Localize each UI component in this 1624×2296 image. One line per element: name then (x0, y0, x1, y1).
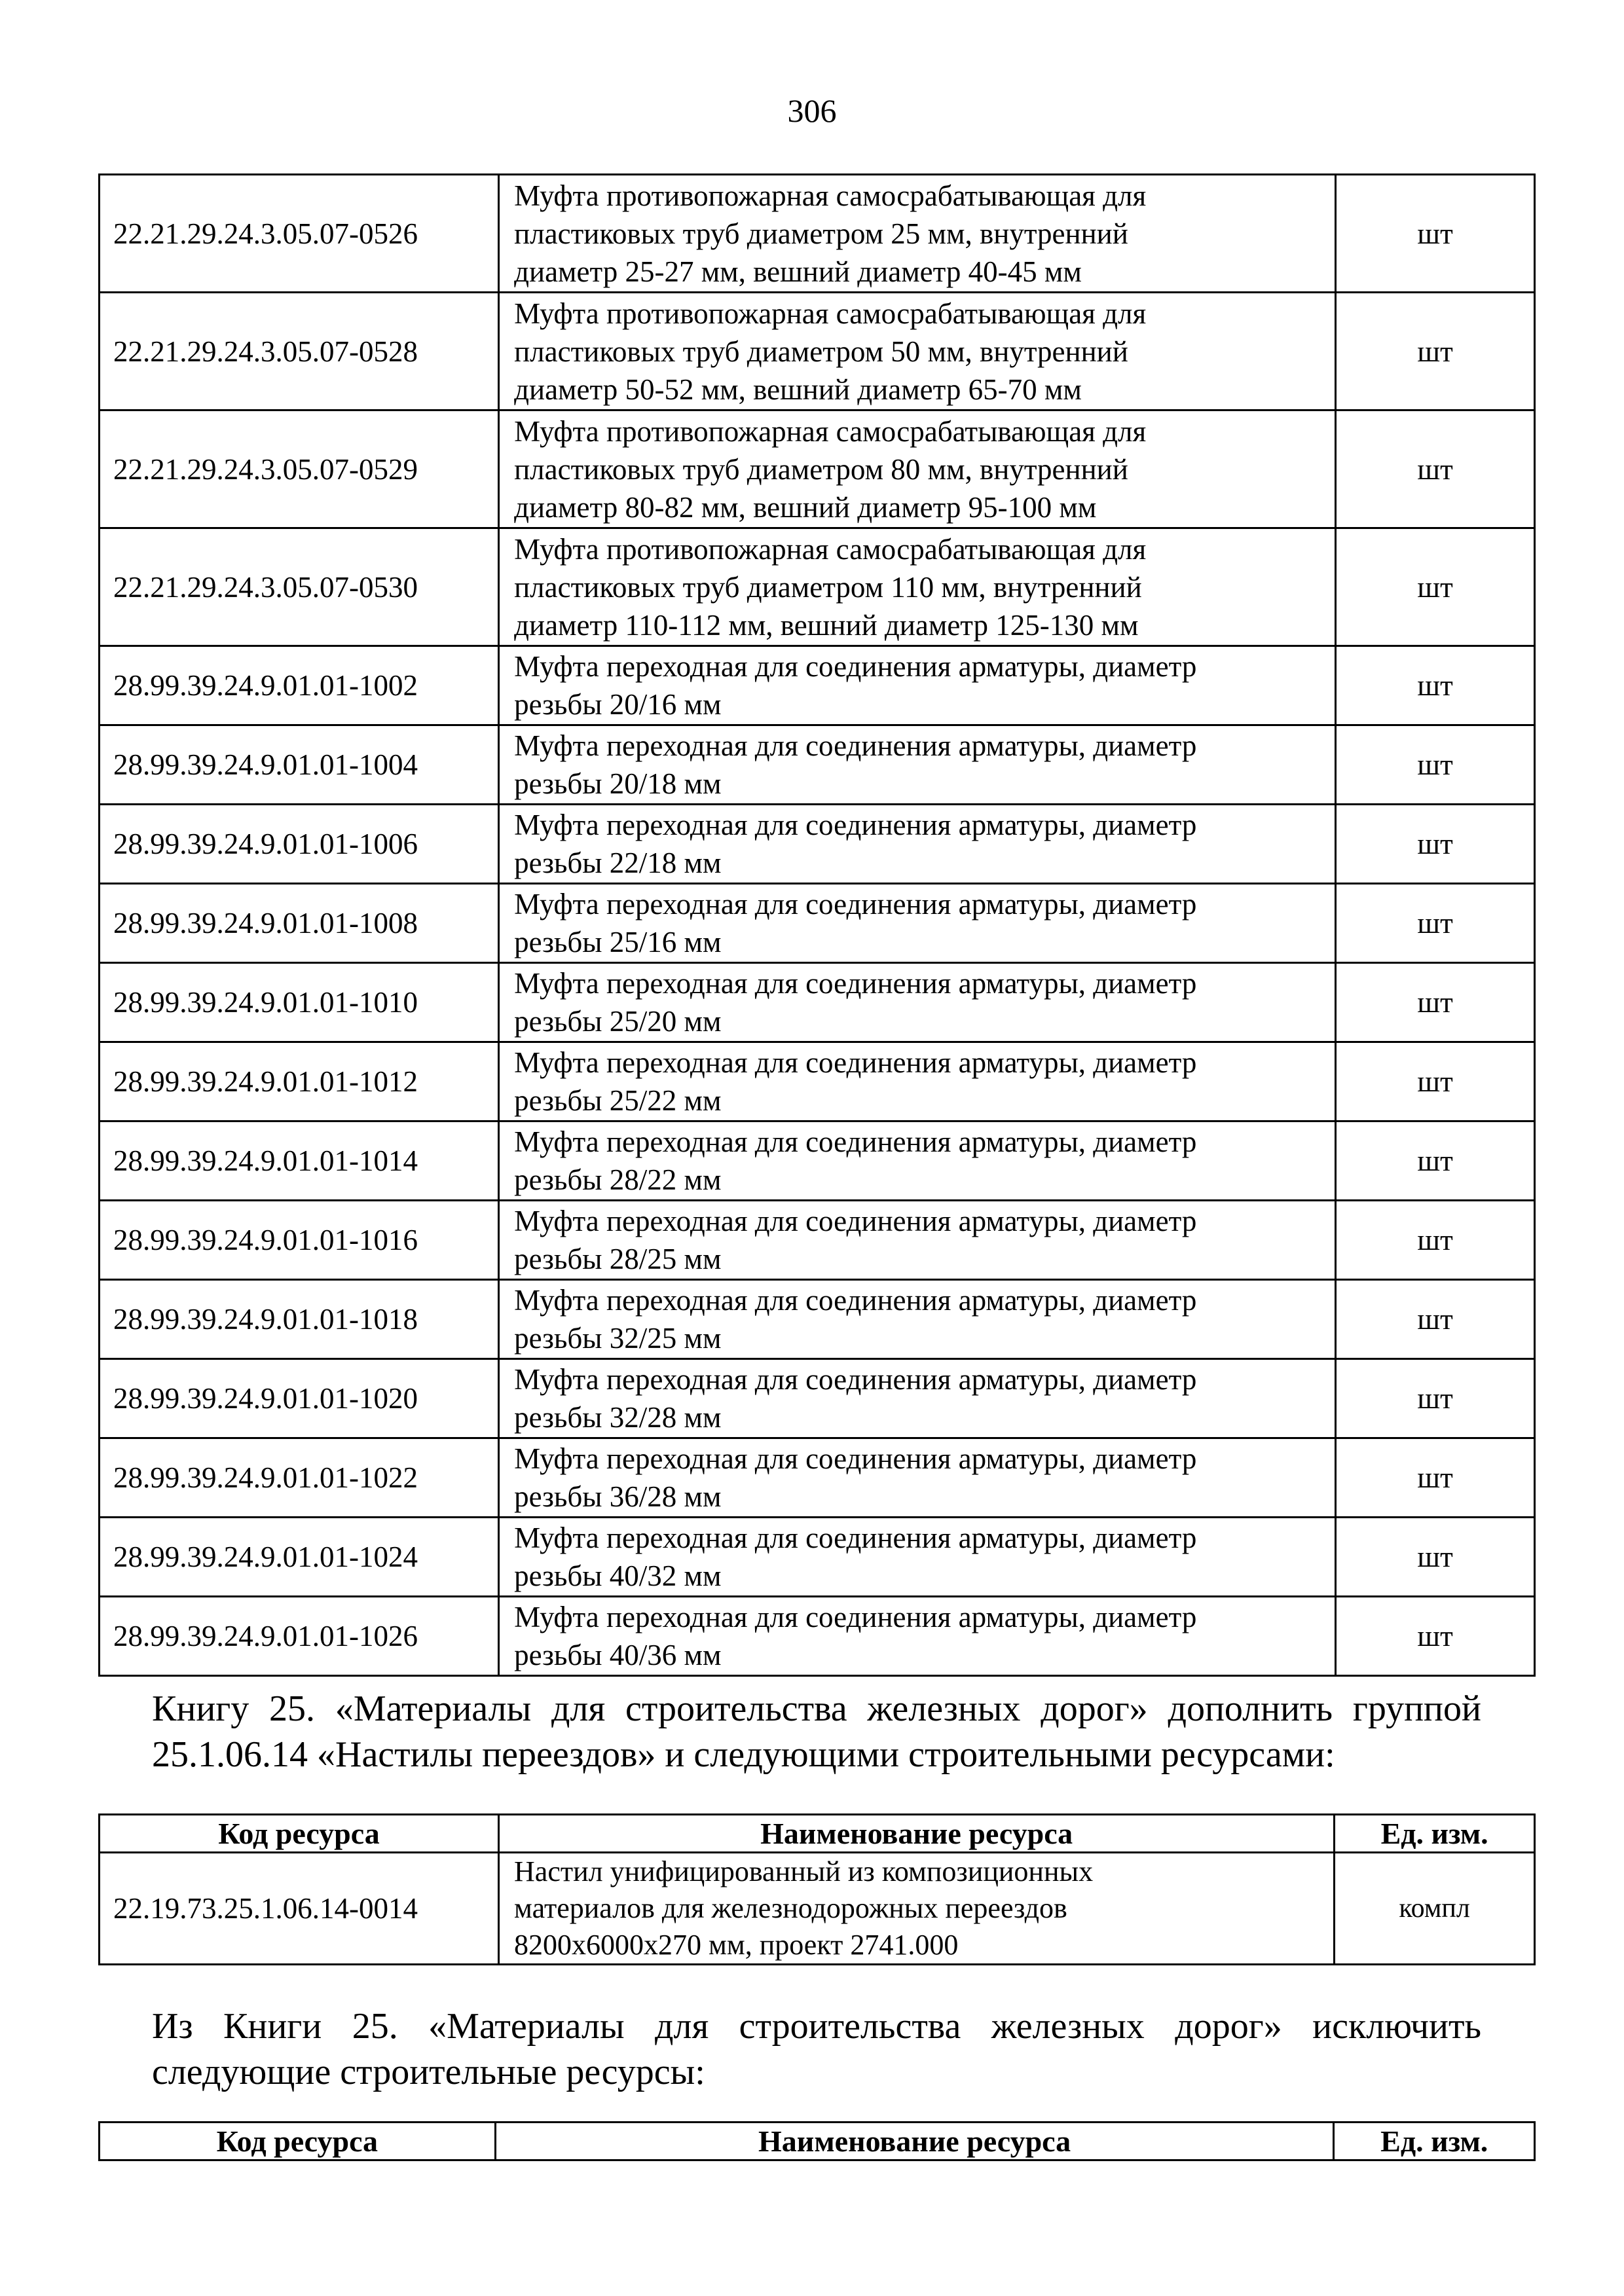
name-line: резьбы 28/22 мм (514, 1163, 722, 1196)
name-line: пластиковых труб диаметром 25 мм, внутренний (514, 217, 1128, 250)
header-code: Код ресурса (100, 2123, 496, 2160)
table-row (100, 1359, 1535, 1438)
resource-unit: шт (1336, 1438, 1535, 1518)
table-row (100, 1042, 1535, 1121)
resource-unit: шт (1336, 1359, 1535, 1438)
table-row (100, 646, 1535, 725)
resource-unit: шт (1336, 646, 1535, 725)
table-row (100, 725, 1535, 805)
header-name: Наименование ресурса (499, 1815, 1335, 1853)
paragraph-exclude: Из Книги 25. «Материалы для строительства железных дорог» исключить следующие строительные ресурсы: (152, 2006, 1481, 2092)
resource-unit: шт (1336, 293, 1535, 410)
resource-unit: шт (1336, 410, 1535, 528)
table-row (100, 963, 1535, 1042)
name-line: Муфта переходная для соединения арматуры, диаметр (514, 809, 1197, 841)
name-line: резьбы 40/36 мм (514, 1639, 722, 1671)
name-line: пластиковых труб диаметром 80 мм, внутренний (514, 452, 1128, 486)
name-line: Муфта переходная для соединения арматуры, диаметр (514, 1205, 1197, 1237)
name-line: диаметр 50-52 мм, вешний диаметр 65-70 мм (514, 373, 1082, 406)
name-line: Муфта переходная для соединения арматуры, диаметр (514, 1363, 1197, 1396)
name-line: резьбы 32/25 мм (514, 1322, 722, 1355)
name-line: Муфта противопожарная самосрабатывающая для (514, 414, 1147, 448)
resource-unit: шт (1336, 1597, 1535, 1676)
header-unit: Ед. изм. (1334, 2123, 1535, 2160)
table-row (100, 175, 1535, 293)
name-line: пластиковых труб диаметром 50 мм, внутренний (514, 335, 1128, 368)
name-line: пластиковых труб диаметром 110 мм, внутренний (514, 570, 1142, 604)
name-line: резьбы 22/18 мм (514, 847, 722, 879)
resources-table (98, 173, 1536, 1677)
resource-name (499, 1201, 1336, 1280)
header-unit: Ед. изм. (1335, 1815, 1535, 1853)
resource-unit: шт (1336, 175, 1535, 293)
name-line: резьбы 25/22 мм (514, 1084, 722, 1117)
resource-code: 28.99.39.24.9.01.01-1014 (100, 1121, 499, 1201)
name-line: Муфта переходная для соединения арматуры, диаметр (514, 729, 1197, 762)
resource-name (499, 1518, 1336, 1597)
table-row (100, 1438, 1535, 1518)
resource-name (499, 725, 1336, 805)
resource-name (499, 410, 1336, 528)
resource-code: 28.99.39.24.9.01.01-1004 (100, 725, 499, 805)
table-row (100, 884, 1535, 963)
name-line: Муфта переходная для соединения арматуры, диаметр (514, 1046, 1197, 1079)
table-header-row (100, 1815, 1535, 1853)
header-code: Код ресурса (100, 1815, 499, 1853)
resource-code: 22.21.29.24.3.05.07-0526 (100, 175, 499, 293)
name-line: Муфта переходная для соединения арматуры, диаметр (514, 1125, 1197, 1158)
name-line: диаметр 25-27 мм, вешний диаметр 40-45 мм (514, 255, 1082, 288)
table-row (100, 528, 1535, 646)
table-row (100, 1597, 1535, 1676)
resource-code: 22.19.73.25.1.06.14-0014 (100, 1853, 499, 1965)
name-line: Муфта противопожарная самосрабатывающая для (514, 179, 1147, 212)
resource-unit: шт (1336, 1121, 1535, 1201)
resources-table-body (100, 175, 1535, 1676)
name-line: резьбы 36/28 мм (514, 1480, 722, 1513)
resource-name (499, 1280, 1336, 1359)
name-line: Настил унифицированный из композиционных (514, 1855, 1094, 1887)
resource-code: 28.99.39.24.9.01.01-1022 (100, 1438, 499, 1518)
resource-unit: шт (1336, 528, 1535, 646)
resource-name (499, 963, 1336, 1042)
resource-code: 28.99.39.24.9.01.01-1010 (100, 963, 499, 1042)
resource-code: 28.99.39.24.9.01.01-1006 (100, 805, 499, 884)
name-line: Муфта переходная для соединения арматуры, диаметр (514, 1601, 1197, 1633)
name-line: диаметр 110-112 мм, вешний диаметр 125-130 мм (514, 608, 1139, 642)
resource-unit: шт (1336, 884, 1535, 963)
resource-name (499, 1853, 1335, 1965)
resource-name (499, 1042, 1336, 1121)
resource-unit: шт (1336, 1042, 1535, 1121)
resource-code: 28.99.39.24.9.01.01-1024 (100, 1518, 499, 1597)
resource-code: 28.99.39.24.9.01.01-1020 (100, 1359, 499, 1438)
excluded-resources-table (98, 2121, 1536, 2161)
resource-unit: шт (1336, 1280, 1535, 1359)
name-line: резьбы 20/18 мм (514, 767, 722, 800)
name-line: диаметр 80-82 мм, вешний диаметр 95-100 мм (514, 490, 1097, 524)
page-number: 306 (787, 92, 837, 129)
resource-unit: шт (1336, 1201, 1535, 1280)
name-line: резьбы 25/16 мм (514, 926, 722, 958)
resource-code: 22.21.29.24.3.05.07-0529 (100, 410, 499, 528)
name-line: Муфта переходная для соединения арматуры, диаметр (514, 1284, 1197, 1317)
resource-name (499, 805, 1336, 884)
resource-unit: шт (1336, 725, 1535, 805)
resource-name (499, 646, 1336, 725)
name-line: Муфта переходная для соединения арматуры, диаметр (514, 650, 1197, 683)
resource-unit: шт (1336, 963, 1535, 1042)
resource-name (499, 528, 1336, 646)
name-line: Муфта противопожарная самосрабатывающая для (514, 297, 1147, 330)
resource-code: 28.99.39.24.9.01.01-1002 (100, 646, 499, 725)
resource-name (499, 1438, 1336, 1518)
resource-code: 28.99.39.24.9.01.01-1016 (100, 1201, 499, 1280)
added-resources-table (98, 1813, 1536, 1965)
name-line: Муфта переходная для соединения арматуры, диаметр (514, 1442, 1197, 1475)
resource-unit: шт (1336, 805, 1535, 884)
header-name: Наименование ресурса (495, 2123, 1334, 2160)
table-row (100, 410, 1535, 528)
resource-code: 28.99.39.24.9.01.01-1012 (100, 1042, 499, 1121)
paragraph-add-group: Книгу 25. «Материалы для строительства железных дорог» дополнить группой 25.1.06.14 «Настилы переездов» и следующими строительными ресурсами: (152, 1688, 1481, 1775)
name-line: 8200x6000x270 мм, проект 2741.000 (514, 1929, 959, 1961)
resource-code: 28.99.39.24.9.01.01-1018 (100, 1280, 499, 1359)
resource-name (499, 1597, 1336, 1676)
table-row (100, 1201, 1535, 1280)
name-line: резьбы 25/20 мм (514, 1005, 722, 1038)
name-line: Муфта переходная для соединения арматуры, диаметр (514, 1522, 1197, 1554)
resource-name (499, 1121, 1336, 1201)
name-line: резьбы 32/28 мм (514, 1401, 722, 1434)
resource-name (499, 175, 1336, 293)
name-line: резьбы 28/25 мм (514, 1243, 722, 1275)
table-header-row (100, 2123, 1535, 2160)
name-line: резьбы 20/16 мм (514, 688, 722, 721)
name-line: Муфта противопожарная самосрабатывающая для (514, 532, 1147, 566)
name-line: резьбы 40/32 мм (514, 1559, 722, 1592)
table-row (100, 1853, 1535, 1965)
name-line: Муфта переходная для соединения арматуры, диаметр (514, 967, 1197, 1000)
resource-code: 28.99.39.24.9.01.01-1026 (100, 1597, 499, 1676)
name-line: Муфта переходная для соединения арматуры, диаметр (514, 888, 1197, 920)
resource-unit: компл (1335, 1853, 1535, 1965)
resource-name (499, 293, 1336, 410)
name-line: материалов для железнодорожных переездов (514, 1892, 1067, 1924)
resource-unit: шт (1336, 1518, 1535, 1597)
resource-code: 22.21.29.24.3.05.07-0530 (100, 528, 499, 646)
resource-name (499, 884, 1336, 963)
table-row (100, 293, 1535, 410)
resource-code: 28.99.39.24.9.01.01-1008 (100, 884, 499, 963)
table-row (100, 1280, 1535, 1359)
resource-name (499, 1359, 1336, 1438)
table-row (100, 1518, 1535, 1597)
table-row (100, 1121, 1535, 1201)
table-row (100, 805, 1535, 884)
resource-code: 22.21.29.24.3.05.07-0528 (100, 293, 499, 410)
